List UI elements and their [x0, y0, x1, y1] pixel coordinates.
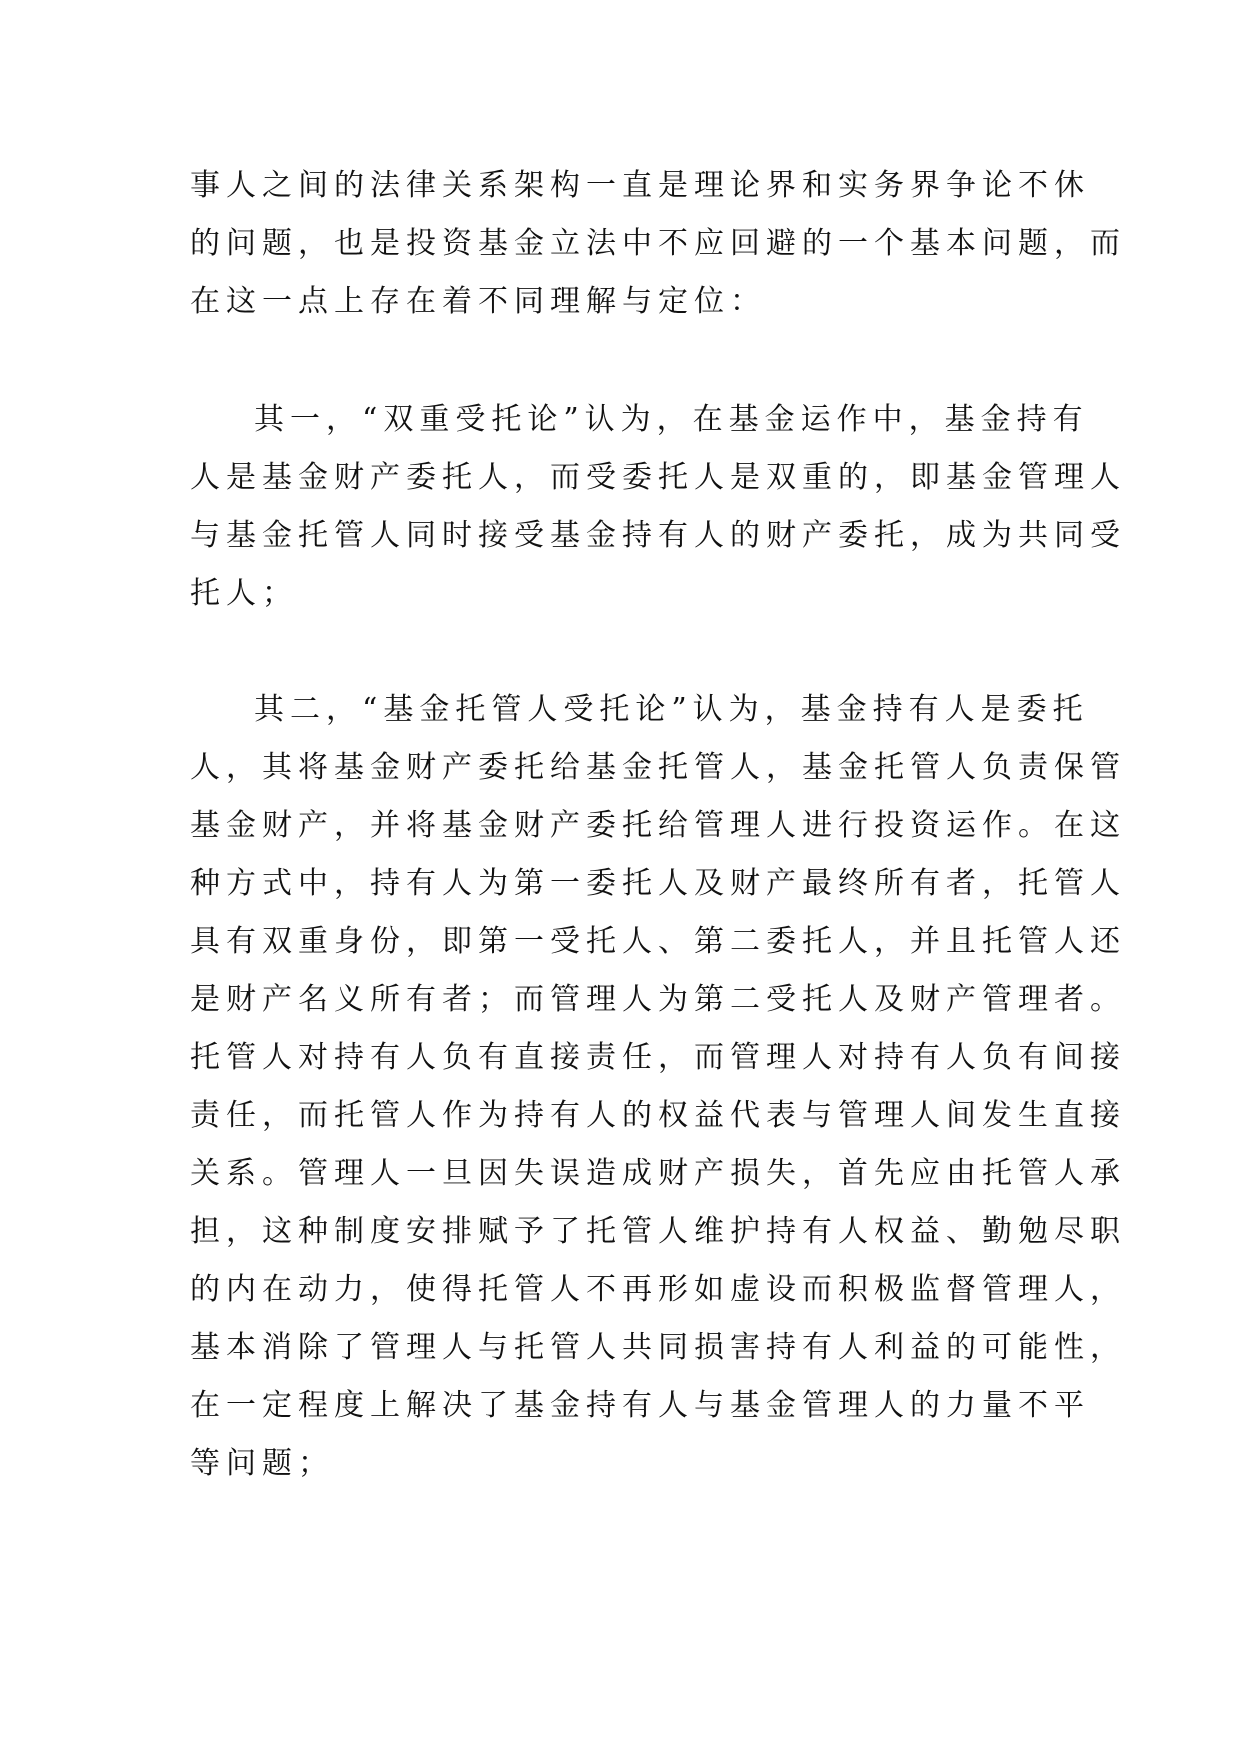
text-line: 具有双重身份，即第一受托人、第二委托人，并且托管人还 [190, 924, 1126, 959]
text-line: 是财产名义所有者；而管理人为第二受托人及财产管理者。 [190, 982, 1126, 1017]
text-line: 人，其将基金财产委托给基金托管人，基金托管人负责保管 [190, 750, 1126, 785]
text-line: 托管人对持有人负有直接责任，而管理人对持有人负有间接 [190, 1040, 1126, 1075]
text-line: 基金财产，并将基金财产委托给管理人进行投资运作。在这 [190, 808, 1126, 843]
paragraph-custodian-trustee-theory [190, 681, 1126, 1493]
text-line: 关系。管理人一旦因失误造成财产损失，首先应由托管人承 [190, 1156, 1126, 1191]
text-line: 的内在动力，使得托管人不再形如虚设而积极监督管理人， [190, 1272, 1126, 1307]
text-line: 的问题，也是投资基金立法中不应回避的一个基本问题，而 [190, 226, 1126, 261]
text-line: 在这一点上存在着不同理解与定位： [190, 284, 766, 319]
text-line: 其二，“基金托管人受托论”认为，基金持有人是委托 [254, 692, 1089, 727]
paragraph-intro [190, 157, 1126, 331]
text-line: 人是基金财产委托人，而受委托人是双重的，即基金管理人 [190, 460, 1126, 495]
text-line: 与基金托管人同时接受基金持有人的财产委托，成为共同受 [190, 518, 1126, 553]
text-line: 其一，“双重受托论”认为，在基金运作中，基金持有 [254, 402, 1089, 437]
text-line: 在一定程度上解决了基金持有人与基金管理人的力量不平 [190, 1388, 1090, 1423]
paragraph-dual-trustee-theory [190, 391, 1126, 623]
text-line: 责任，而托管人作为持有人的权益代表与管理人间发生直接 [190, 1098, 1126, 1133]
text-line: 担，这种制度安排赋予了托管人维护持有人权益、勤勉尽职 [190, 1214, 1126, 1249]
text-line: 种方式中，持有人为第一委托人及财产最终所有者，托管人 [190, 866, 1126, 901]
text-line: 托人； [190, 576, 298, 611]
text-line: 等问题； [190, 1446, 334, 1481]
text-line: 基本消除了管理人与托管人共同损害持有人利益的可能性， [190, 1330, 1126, 1365]
text-line: 事人之间的法律关系架构一直是理论界和实务界争论不休 [190, 168, 1090, 203]
